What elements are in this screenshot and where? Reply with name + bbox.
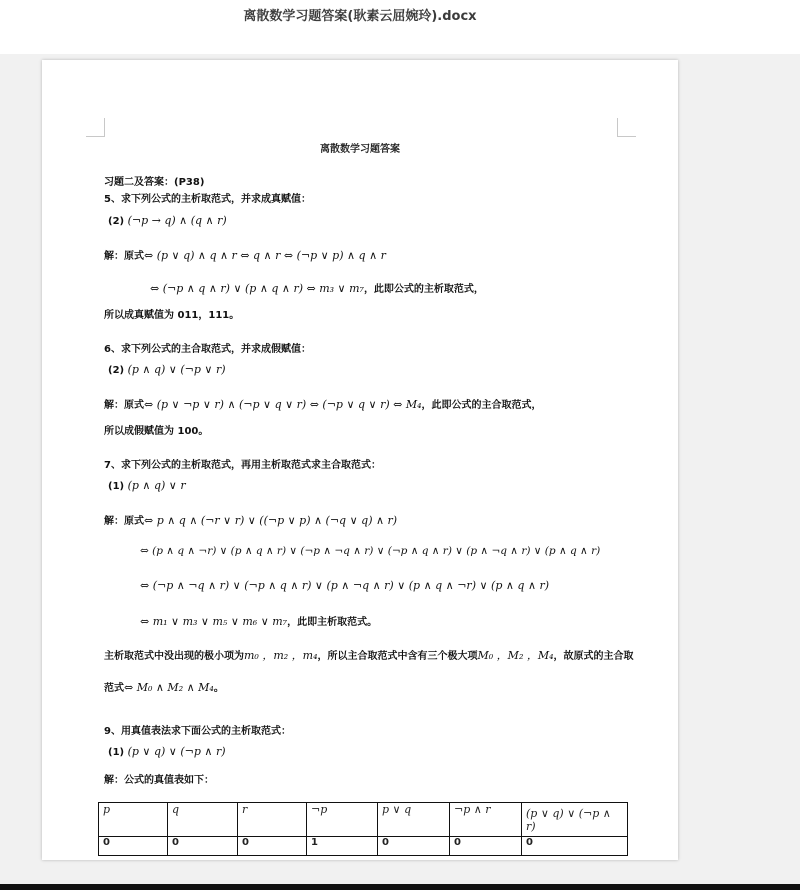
page-heading: 离散数学习题答案 <box>320 144 400 155</box>
table-header: ¬p <box>307 803 378 837</box>
document-title: 离散数学习题答案(耿素云屈婉玲).docx <box>243 9 477 24</box>
q7-solution-2: ⇔ (p ∧ q ∧ ¬r) ∨ (p ∧ q ∧ r) ∨ (¬p ∧ ¬q ∧ r) ∨ (¬p ∧ q ∧ r) ∨ (p ∧ ¬q ∧ r) ∨ (p ∧ q ∧ r) <box>140 545 601 557</box>
q7-solution-1: 解：原式⇔ p ∧ q ∧ (¬r ∨ r) ∨ ((¬p ∨ p) ∧ (¬q ∨ q) ∧ r) <box>104 514 398 527</box>
table-cell: 0 <box>168 837 238 856</box>
table-cell: 0 <box>99 837 168 856</box>
q5-solution-1: 解：原式⇔ (p ∨ q) ∧ q ∧ r ⇔ q ∧ r ⇔ (¬p ∨ p) ∧ q ∧ r <box>104 249 386 262</box>
document-page <box>42 60 678 860</box>
question-7: 7、求下列公式的主析取范式，再用主析取范式求主合取范式： <box>104 460 381 471</box>
q9-solution: 解：公式的真值表如下： <box>104 775 214 786</box>
table-cell: 0 <box>378 837 450 856</box>
table-cell: 0 <box>522 837 628 856</box>
table-cell: 0 <box>238 837 307 856</box>
table-row <box>99 837 628 856</box>
margin-corner-mark <box>86 118 105 137</box>
q5-solution-2: ⇔ (¬p ∧ q ∧ r) ∨ (p ∧ q ∧ r) ⇔ m₃ ∨ m₇，此即公式的主析取范式， <box>150 282 484 295</box>
table-header: p <box>99 803 168 837</box>
question-5: 5、求下列公式的主析取范式，并求成真赋值： <box>104 194 311 205</box>
q9-item: (1) (p ∨ q) ∨ (¬p ∧ r) <box>108 745 226 758</box>
q5-result: 所以成真赋值为 011，111。 <box>104 310 240 321</box>
q7-note-2: 范式⇔ M₀ ∧ M₂ ∧ M₄。 <box>104 681 224 694</box>
question-6: 6、求下列公式的主合取范式，并求成假赋值： <box>104 344 311 355</box>
q7-solution-3: ⇔ (¬p ∧ ¬q ∧ r) ∨ (¬p ∧ q ∧ r) ∨ (p ∧ ¬q ∧ r) ∨ (p ∧ q ∧ ¬r) ∨ (p ∧ q ∧ r) <box>140 579 550 592</box>
table-header: r <box>238 803 307 837</box>
table-header: ¬p ∧ r <box>450 803 522 837</box>
bottom-bar <box>0 884 800 890</box>
section-heading: 习题二及答案：(P38) <box>104 177 205 188</box>
table-header: (p ∨ q) ∨ (¬p ∧ r) <box>522 803 628 837</box>
q7-note-1: 主析取范式中没出现的极小项为m₀ ，m₂ ，m₄，所以主合取范式中含有三个极大项M₀ ，M₂ ，M₄，故原式的主合取 <box>104 649 634 662</box>
q6-item: (2) (p ∧ q) ∨ (¬p ∨ r) <box>108 363 226 376</box>
title-bar <box>0 0 800 54</box>
table-cell: 0 <box>450 837 522 856</box>
table-header: p ∨ q <box>378 803 450 837</box>
table-header-row <box>99 803 628 837</box>
q7-solution-4: ⇔ m₁ ∨ m₃ ∨ m₅ ∨ m₆ ∨ m₇，此即主析取范式。 <box>140 615 378 628</box>
truth-table <box>98 802 628 856</box>
q5-item: (2) (¬p → q) ∧ (q ∧ r) <box>108 214 227 227</box>
margin-corner-mark <box>617 118 636 137</box>
question-9: 9、用真值表法求下面公式的主析取范式： <box>104 726 291 737</box>
table-cell: 1 <box>307 837 378 856</box>
q6-result: 所以成假赋值为 100。 <box>104 426 209 437</box>
table-header: q <box>168 803 238 837</box>
q6-solution: 解：原式⇔ (p ∨ ¬p ∨ r) ∧ (¬p ∨ q ∨ r) ⇔ (¬p ∨ q ∨ r) ⇔ M₄，此即公式的主合取范式， <box>104 398 542 411</box>
q7-item: (1) (p ∧ q) ∨ r <box>108 479 186 492</box>
